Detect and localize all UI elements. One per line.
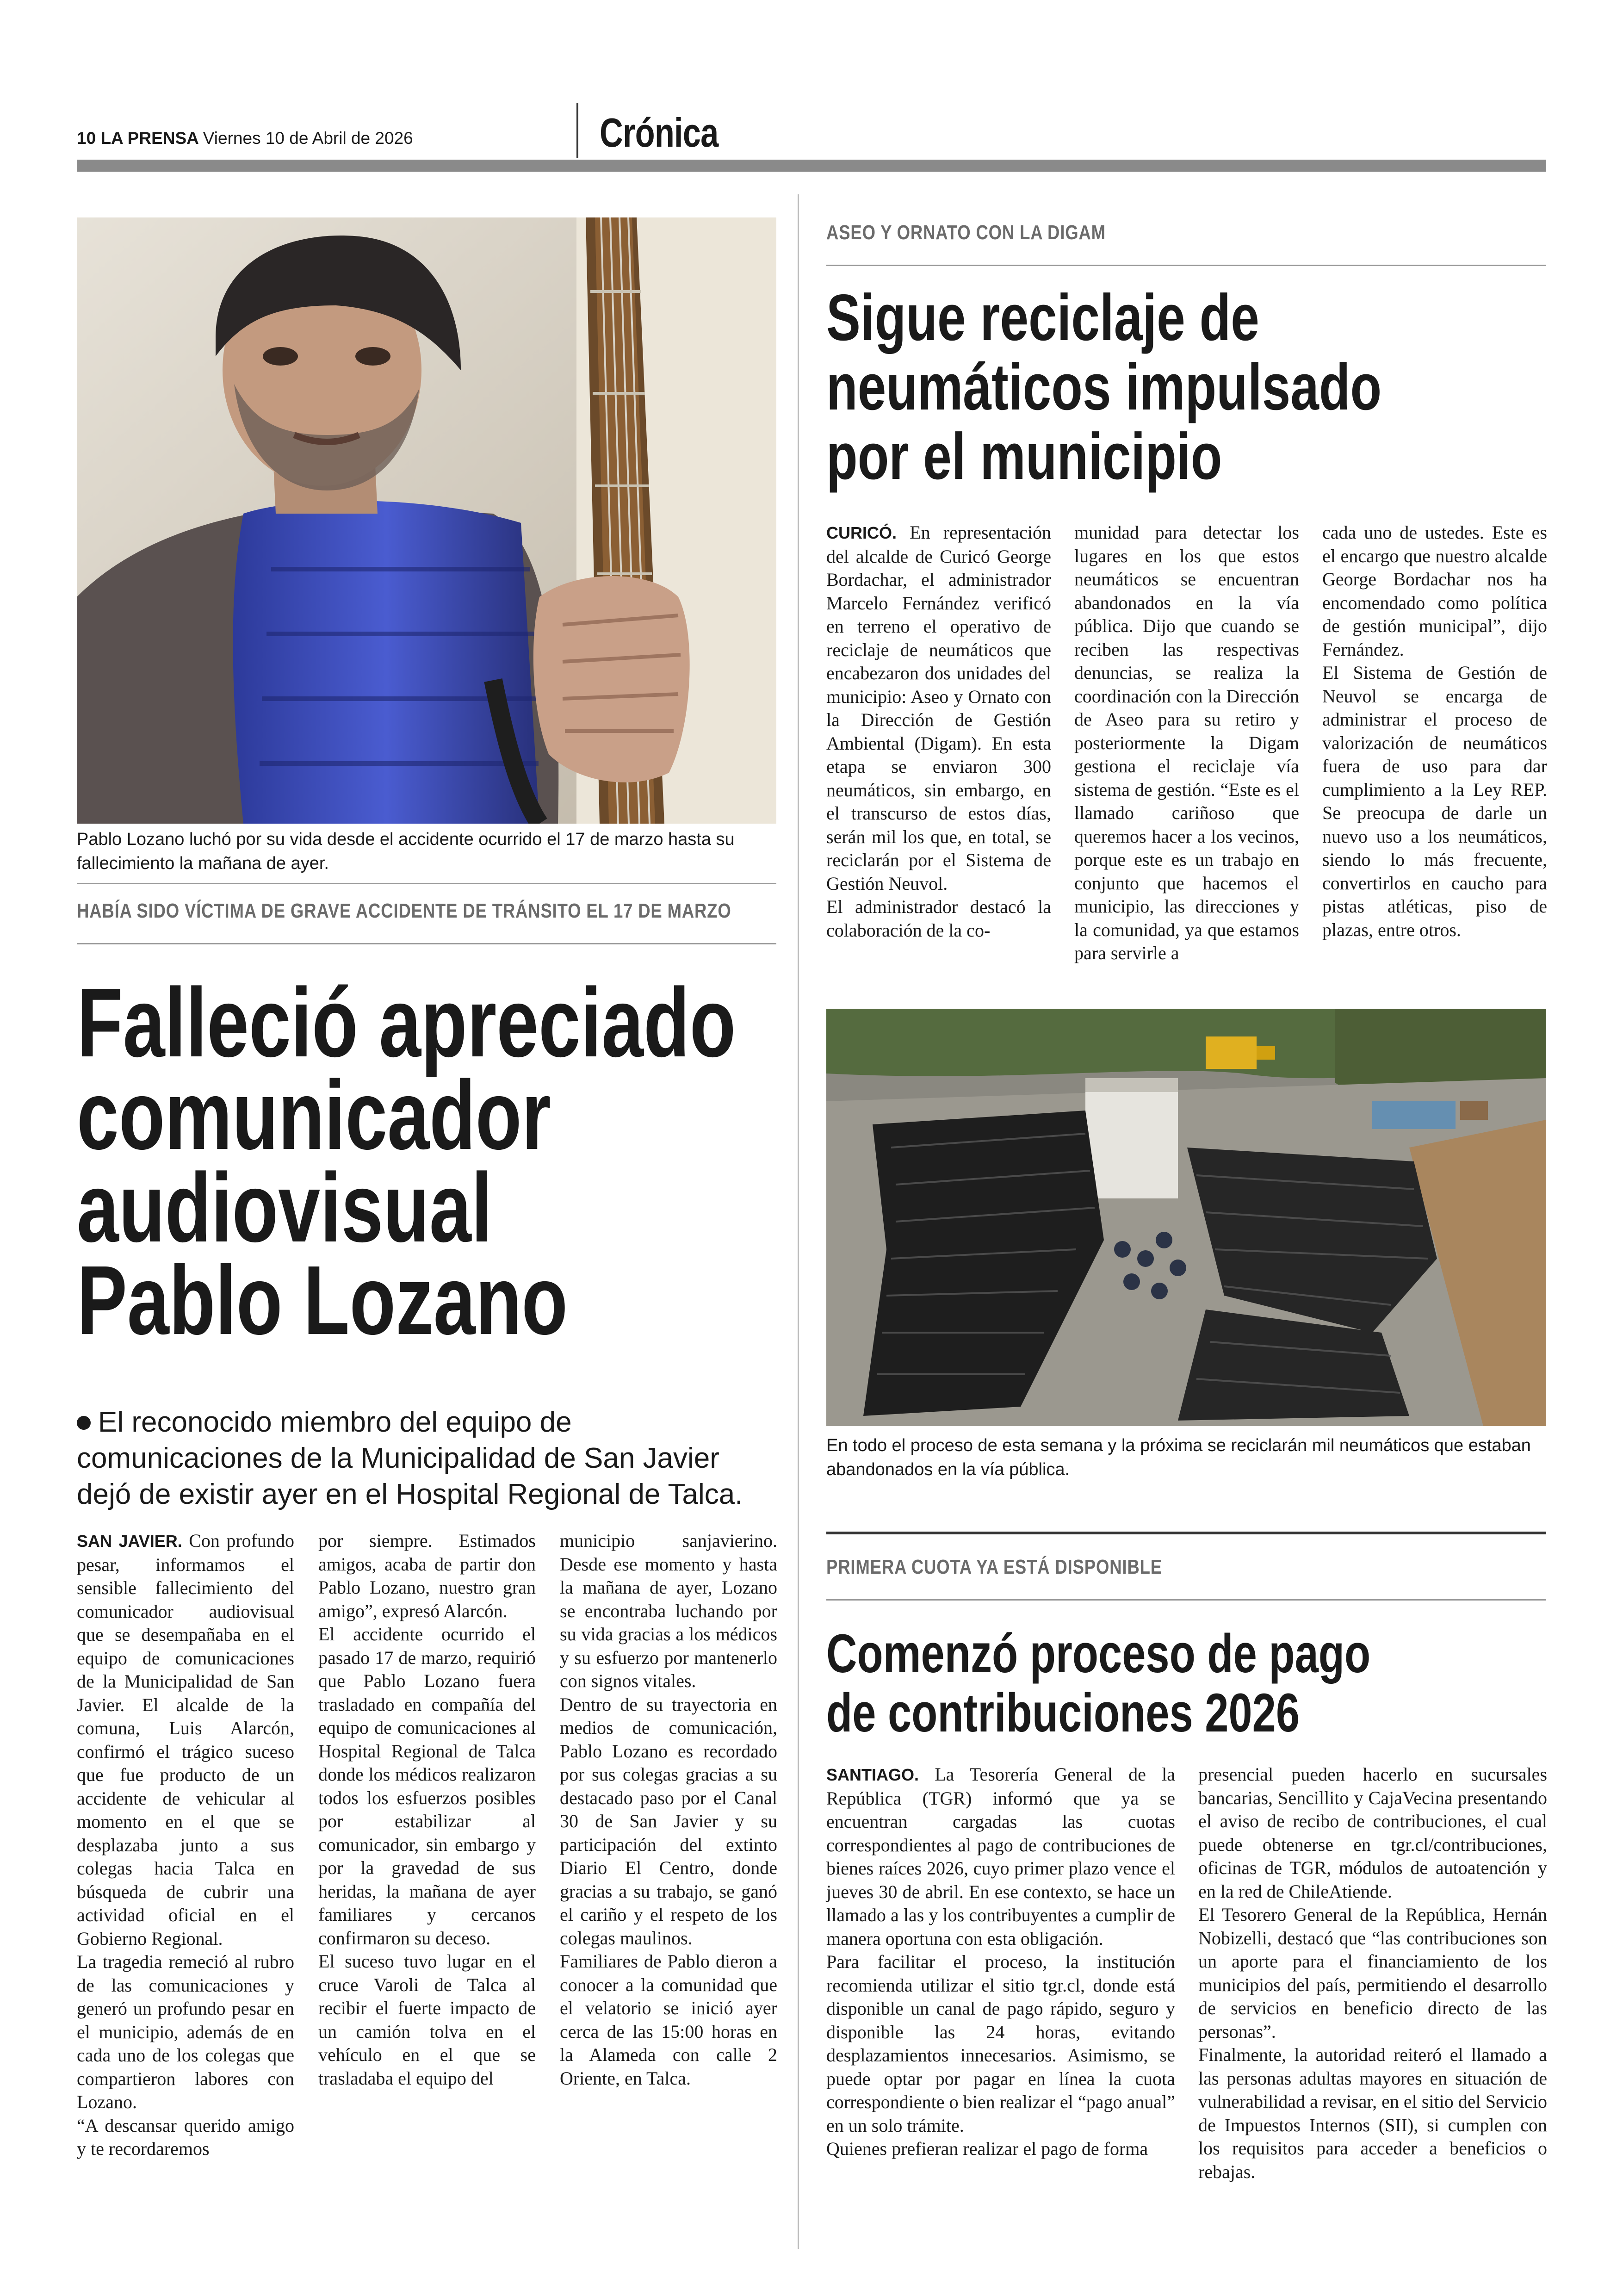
lozano-column-1 (77, 1529, 294, 2161)
header-divider (576, 103, 578, 158)
publication-name: LA PRENSA (100, 129, 198, 148)
paragraph: Familiares de Pablo dieron a conocer a la comunidad que el velatorio se inició ayer cerca de las 15:00 horas en la Alameda con calle 2 Oriente, en Talca. (560, 1951, 777, 2089)
paragraph: municipio sanjavierino. Desde ese momento y hasta la mañana de ayer, Lozano se encontraba luchando por su vida gracias a los médicos y su esfuerzo por mantenerlo con signos vitales. (560, 1530, 777, 1691)
headline-line: Pablo Lozano (77, 1245, 568, 1355)
headline-line: Falleció apreciado (77, 968, 736, 1077)
paragraph: En representación del alcalde de Curicó George Bordachar, el administrador Marcelo Fernández verificó en terreno el operativo de reciclaje de neumáticos que encabezaron dos unidades del municipio: Aseo y Ornato con la Dirección de Gestión Ambiental (Digam). En esta etapa se enviaron 300 neumáticos, sin embargo, en el transcurso de estos días, serán mil los que, en total, se reciclarán por el Sistema de Gestión Neuvol. (826, 522, 1052, 894)
paragraph: cada uno de ustedes. Este es el encargo que nuestro alcalde George Bordachar nos ha encomendado como política de gestión municipal”, dijo Fernández. (1322, 522, 1547, 660)
neumaticos-kicker: ASEO Y ORNATO CON LA DIGAM (826, 221, 1106, 244)
headline-line: comunicador (77, 1060, 551, 1170)
page-number: 10 (77, 129, 96, 148)
paragraph: El Sistema de Gestión de Neuvol se encarga de administrar el proceso de valorización de neumáticos fuera de uso para dar cumplimiento a la Ley REP. Se preocupa de darle un nuevo uso a los neumáticos, siendo lo más frecuente, convertirlos en caucho para pistas atléticas, piso de plazas, entre otros. (1322, 662, 1547, 940)
contribuciones-kicker: PRIMERA CUOTA YA ESTÁ DISPONIBLE (826, 1556, 1162, 1578)
neumaticos-column-3 (1322, 521, 1547, 942)
paragraph: El Tesorero General de la República, Hernán Nobizelli, destacó que “las contribuciones son un aporte para el financiamiento de los municipios del país, permitiendo el desarrollo de servicios en beneficio directo de las personas”. (1198, 1904, 1547, 2042)
headline-line: audiovisual (77, 1153, 493, 1262)
bullet-icon (77, 1416, 91, 1430)
paragraph: Quienes prefieran realizar el pago de forma (826, 2138, 1148, 2159)
headline-line: Sigue reciclaje de (826, 281, 1259, 354)
lozano-deck (77, 1404, 775, 1513)
issue-date: Viernes 10 de Abril de 2026 (203, 129, 413, 148)
lozano-photo-caption: Pablo Lozano luchó por su vida desde el accidente ocurrido el 17 de marzo hasta su fallecimiento la mañana de ayer. (77, 830, 735, 873)
contribuciones-column-1 (826, 1763, 1175, 2161)
tires-photo (826, 1009, 1546, 1426)
contribuciones-column-2 (1198, 1763, 1547, 2184)
headline-line: neumáticos impulsado (826, 350, 1382, 424)
paragraph: El administrador destacó la colaboración de la co- (826, 896, 1051, 941)
lozano-caption-rule (77, 883, 776, 884)
page-header (77, 129, 413, 148)
paragraph: Para facilitar el proceso, la institución recomienda utilizar el sitio tgr.cl, donde está disponible un canal de pago rápido, seguro y disponible las 24 horas, evitando desplazamientos innecesarios. Asimismo, se puede optar por pagar en línea la cuota correspondiente o bien realizar el “pago anual” en un solo trámite. (826, 1951, 1175, 2136)
contribuciones-headline (826, 1624, 1524, 1743)
lozano-kicker: HABÍA SIDO VÍCTIMA DE GRAVE ACCIDENTE DE TRÁNSITO EL 17 DE MARZO (77, 900, 731, 922)
header-rule (77, 160, 1546, 172)
paragraph: La tragedia remeció al rubro de las comunicaciones y generó un profundo pesar en el municipio, además de en cada uno de los colegas que compartieron labores con Lozano. (77, 1951, 294, 2112)
neumaticos-headline (826, 283, 1538, 491)
lozano-column-3 (560, 1529, 777, 2090)
contribuciones-top-rule (826, 1532, 1546, 1534)
neumaticos-column-2 (1074, 521, 1299, 965)
page-column-divider (798, 194, 799, 2249)
paragraph: munidad para detectar los lugares en los que estos neumáticos se encuentran abandonados en la vía pública. Dijo que cuando se reciben las respectivas denuncias, se realiza la coordinación con la Dirección de Aseo para su retiro y posteriormente la Digam gestiona el reciclaje vía sistema de gestión. “Este es el llamado cariñoso que queremos hacer a los vecinos, porque este es un trabajo en conjunto que hacemos el municipio, las direcciones y la comunidad, ya que estamos para servirle a (1074, 522, 1299, 963)
neumaticos-column-1 (826, 521, 1051, 942)
contribuciones-kicker-rule (826, 1599, 1546, 1601)
lozano-kicker-rule (77, 943, 776, 944)
paragraph: por siempre. Estimados amigos, acaba de partir don Pablo Lozano, nuestro gran amigo”, expresó Alarcón. (318, 1530, 536, 1621)
paragraph: El accidente ocurrido el pasado 17 de marzo, requirió que Pablo Lozano fuera trasladado en compañía del equipo de comunicaciones al Hospital Regional de Talca donde los médicos realizaron todos los esfuerzos posibles por estabilizar al comunicador, sin embargo y por la gravedad de sus heridas, la mañana de ayer familiares y cercanos confirmaron su deceso. (318, 1624, 536, 1948)
paragraph: “A descansar querido amigo y te recordaremos (77, 2115, 294, 2159)
paragraph: Finalmente, la autoridad reiteró el llamado a las personas adultas mayores en situación de vulnerabilidad a revisar, en el sitio del Servicio de Impuestos Internos (SII), si cumplen con los requisitos para acceder a beneficios o rebajas. (1198, 2044, 1547, 2182)
paragraph: Con profundo pesar, informamos el sensible fallecimiento del comunicador audiovisual que se desempañaba en el equipo de comunicaciones de la Municipalidad de San Javier. El alcalde de la comuna, Luis Alarcón, confirmó el trágico suceso que fue producto de un accidente de vehicular al momento en el que se desplazaba junto a sus colegas hacia Talca en búsqueda de cubrir una actividad oficial en el Gobierno Regional. (77, 1530, 294, 1949)
section-title: Crónica (600, 110, 719, 155)
lozano-column-2 (318, 1529, 536, 2090)
lozano-photo (77, 217, 776, 824)
dateline: SAN JAVIER. (77, 1532, 182, 1551)
neumaticos-kicker-rule (826, 265, 1546, 266)
paragraph: Dentro de su trayectoria en medios de comunicación, Pablo Lozano es recordado por sus colegas gracias a su destacado paso por el Canal 30 de San Javier y su participación del extinto Diario El Centro, donde gracias a su trabajo, se ganó el cariño y el respeto de los colegas maulinos. (560, 1694, 777, 1948)
paragraph: La Tesorería General de la República (TGR) informó que ya se encuentran cargadas las cuotas correspondientes al pago de contribuciones de bienes raíces 2026, cuyo primer plazo vence el jueves 30 de abril. En ese contexto, se hace un llamado a las y los contribuyentes a cumplir de manera oportuna con esta obligación. (826, 1764, 1175, 1949)
headline-line: Comenzó proceso de pago (826, 1623, 1371, 1684)
dateline: CURICÓ. (826, 523, 897, 542)
paragraph: El suceso tuvo lugar en el cruce Varoli de Talca al recibir el fuerte impacto de un camión tolva en el vehículo en el que se trasladaba el equipo del (318, 1951, 536, 2089)
paragraph: presencial pueden hacerlo en sucursales bancarias, Sencillito y CajaVecina presentando el aviso de recibo de contribuciones, el cual puede obtenerse en tgr.cl/contribuciones, oficinas de TGR, módulos de autoatención y en la red de ChileAtiende. (1198, 1764, 1547, 1902)
dateline: SANTIAGO. (826, 1765, 919, 1784)
tires-photo-caption: En todo el proceso de esta semana y la próxima se reciclarán mil neumáticos que estaban abandonados en la vía pública. (826, 1436, 1531, 1479)
headline-line: de contribuciones 2026 (826, 1682, 1300, 1744)
deck-text: El reconocido miembro del equipo de comunicaciones de la Municipalidad de San Javier dejó de existir ayer en el Hospital Regional de Talca. (77, 1406, 743, 1510)
lozano-headline (77, 968, 933, 1355)
headline-line: por el municipio (826, 420, 1222, 493)
